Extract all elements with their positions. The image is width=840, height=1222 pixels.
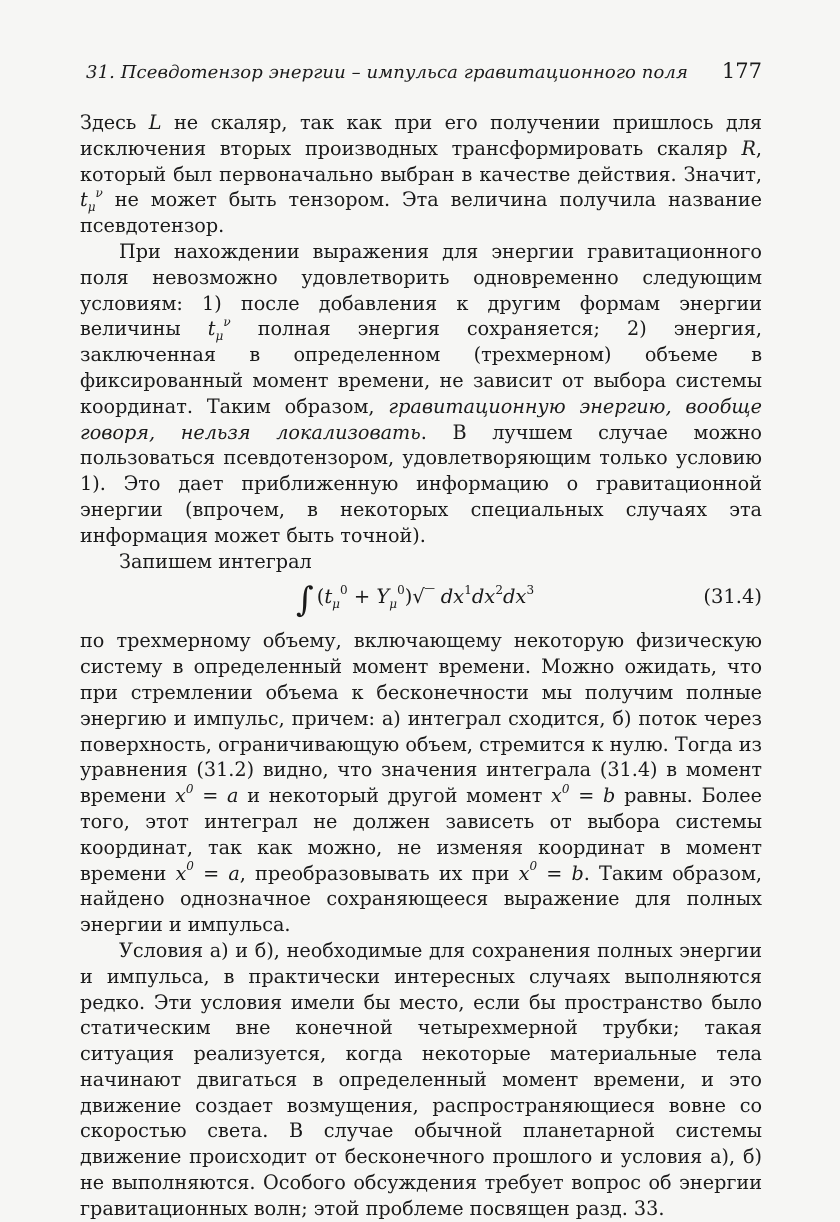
integral-sign: ∫ (296, 580, 314, 621)
equation-number: (31.4) (703, 585, 762, 609)
math-t-mu-nu: $t_\mu^\nu$ (80, 186, 103, 215)
equation-31-4 (80, 574, 762, 628)
emphasis-text: гравитационную энергию, вообще говоря, нельзя локализовать (80, 394, 762, 444)
paragraph-2: При нахождении выражения для энергии гравитационного поля невозможно удовлетворить одновременно следующим условиям: 1) после добавления к другим формам энергии величины $t_\mu^\nu$ полная энергия сохраняется; 2) энергия, заключенная в определенном (трехмерном) объеме в фиксированный момент времени, не зависит от выбора системы координат. Таким образом, гравитационную энергию, вообще говоря, нельзя локализовать. В лучшем случае можно пользоваться псевдотензором, удовлетворяющим только условию 1). Это дает приближенную информацию о гравитационной энергии (впрочем, в некоторых специальных случаях эта информация может быть точной). (80, 239, 763, 547)
paragraph-4: по трехмерному объему, включающему некоторую физическую систему в определенный момент времени. Можно ожидать, что при стремлении объема к бесконечности мы получим полные энергию и импульс, причем: а) интеграл сходится, б) поток через поверхность, ограничивающую объем, стремится к нулю. Тогда из уравнения (31.2) видно, что значения интеграла (31.4) в момент времени $x^0 = a$ и некоторый другой момент $x^0 = b$ равны. Более того, этот интеграл не должен зависеть от выбора системы координат, так как можно, не изменяя координат в момент времени $x^0 = a$, преобразовывать их при $x^0 = b$. Таким образом, найдено однозначное сохраняющееся выражение для полных энергии и импульса. (80, 629, 763, 937)
page-number: 177 (721, 59, 762, 83)
paragraph-5: Условия а) и б), необходимые для сохранения полных энергии и импульса, в практически интересных случаях выполняются редко. Эти условия имели бы место, если бы пространство было статическим вне конечной четырехмерной трубки; такая ситуация реализуется, когда некоторые материальные тела начинают двигаться в определенный момент времени, и это движение создает возмущения, распространяющиеся вовне со скоростью света. В случае обычной планетарной системы движение происходит от бесконечного прошлого и условия а), б) не выполняются. Особого обсуждения требует вопрос об энергии гравитационных волн; этой проблеме посвящен разд. 33. (80, 938, 762, 1220)
math-R: R (741, 136, 756, 160)
math-x0-b: $x^0 = b$ (551, 781, 616, 808)
paragraph-1: Здесь L не скаляр, так как при его получении пришлось для исключения вторых производных трансформировать скаляр R, который был первоначально выбран в качестве действия. Значит, $t_\mu^\nu$ не может быть тензором. Эта величина получила название псевдотензор. (80, 111, 763, 238)
math-L: L (148, 111, 162, 134)
running-header (80, 59, 762, 92)
math-x0-a: $x^0 = a$ (175, 781, 239, 808)
paragraph-3: Запишем интеграл (119, 549, 312, 573)
math-t-mu-nu-2: $t_\mu^\nu$ (207, 314, 231, 344)
math-x0-a-2: $x^0 = a$ (175, 859, 240, 885)
equation-body: ∫ ($t_\mu^0$ + $Y_\mu^0)√‾$ $dx^1dx^2dx^3$ (296, 580, 535, 621)
sqrt-sign: √‾ (412, 585, 435, 609)
body-text (80, 110, 762, 1222)
math-x0-b-2: $x^0 = b$ (518, 859, 584, 885)
header-title: 31. Псевдотензор энергии – импульса гравитационного поля (86, 62, 688, 83)
